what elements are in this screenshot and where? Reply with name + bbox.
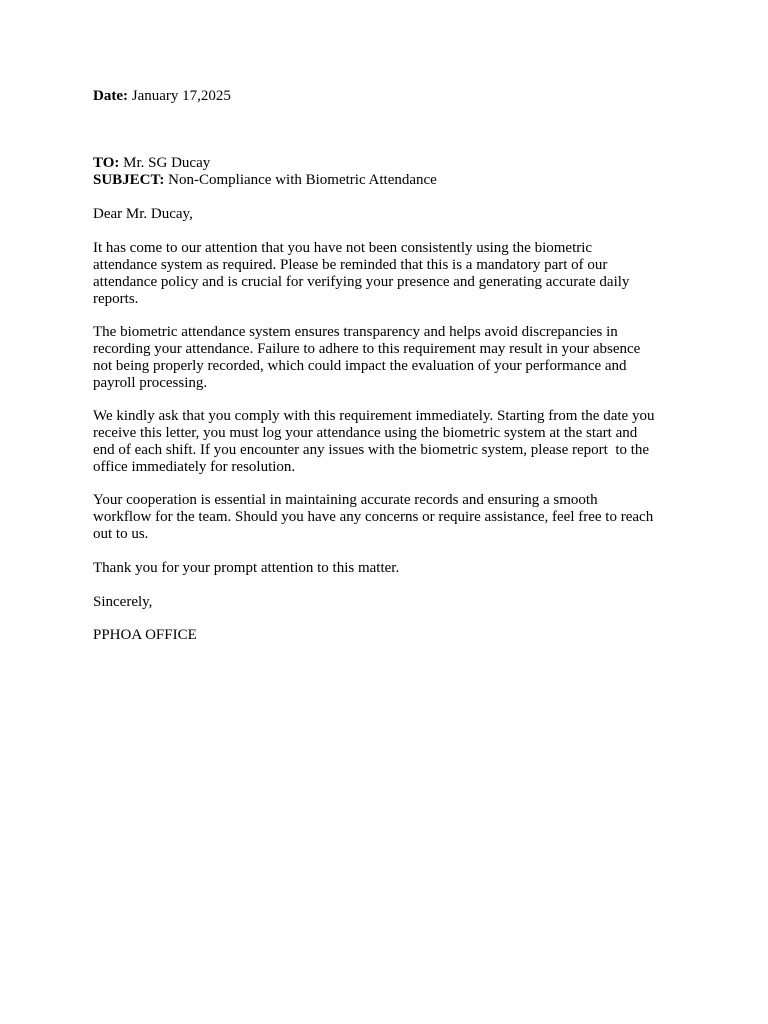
paragraph-line: attendance system as required. Please be reminded that this is a mandatory part of our (93, 257, 608, 273)
salutation: Dear Mr. Ducay, (93, 206, 193, 222)
signature: PPHOA OFFICE (93, 627, 197, 643)
to-value: Mr. SG Ducay (123, 155, 211, 171)
paragraph-4 (93, 492, 653, 543)
paragraph-line: end of each shift. If you encounter any issues with the biometric system, please report to the (93, 442, 650, 458)
paragraph-line: not being properly recorded, which could impact the evaluation of your performance and (93, 358, 627, 374)
recipient-block (93, 155, 437, 189)
subject-line (93, 172, 437, 189)
paragraph-line: receive this letter, you must log your attendance using the biometric system at the start and (93, 425, 638, 441)
paragraph-2 (93, 324, 640, 392)
paragraph-line: office immediately for resolution. (93, 459, 296, 475)
paragraph-line: recording your attendance. Failure to adhere to this requirement may result in your absence (93, 341, 641, 357)
closing-sentence: Thank you for your prompt attention to this matter. (93, 560, 400, 576)
paragraph-line: We kindly ask that you comply with this requirement immediately. Starting from the date you (93, 408, 655, 424)
subject-value: Non-Compliance with Biometric Attendance (168, 172, 437, 188)
paragraph-line: It has come to our attention that you have not been consistently using the biometric (93, 240, 593, 256)
paragraph-line: out to us. (93, 526, 149, 542)
paragraph-3 (93, 408, 654, 476)
paragraph-line: workflow for the team. Should you have any concerns or require assistance, feel free to reach (93, 509, 654, 525)
signoff: Sincerely, (93, 594, 153, 610)
paragraph-line: attendance policy and is crucial for verifying your presence and generating accurate daily (93, 274, 630, 290)
paragraph-line: Your cooperation is essential in maintaining accurate records and ensuring a smooth (93, 492, 598, 508)
date-value: January 17,2025 (131, 88, 231, 104)
date-label: Date: (93, 88, 128, 104)
subject-label: SUBJECT: (93, 172, 165, 188)
paragraph-1 (93, 240, 629, 308)
date-line (93, 88, 231, 105)
paragraph-line: The biometric attendance system ensures transparency and helps avoid discrepancies in (93, 324, 618, 340)
to-line (93, 155, 437, 172)
paragraph-line: reports. (93, 291, 139, 307)
to-label: TO: (93, 155, 120, 171)
paragraph-line: payroll processing. (93, 375, 208, 391)
